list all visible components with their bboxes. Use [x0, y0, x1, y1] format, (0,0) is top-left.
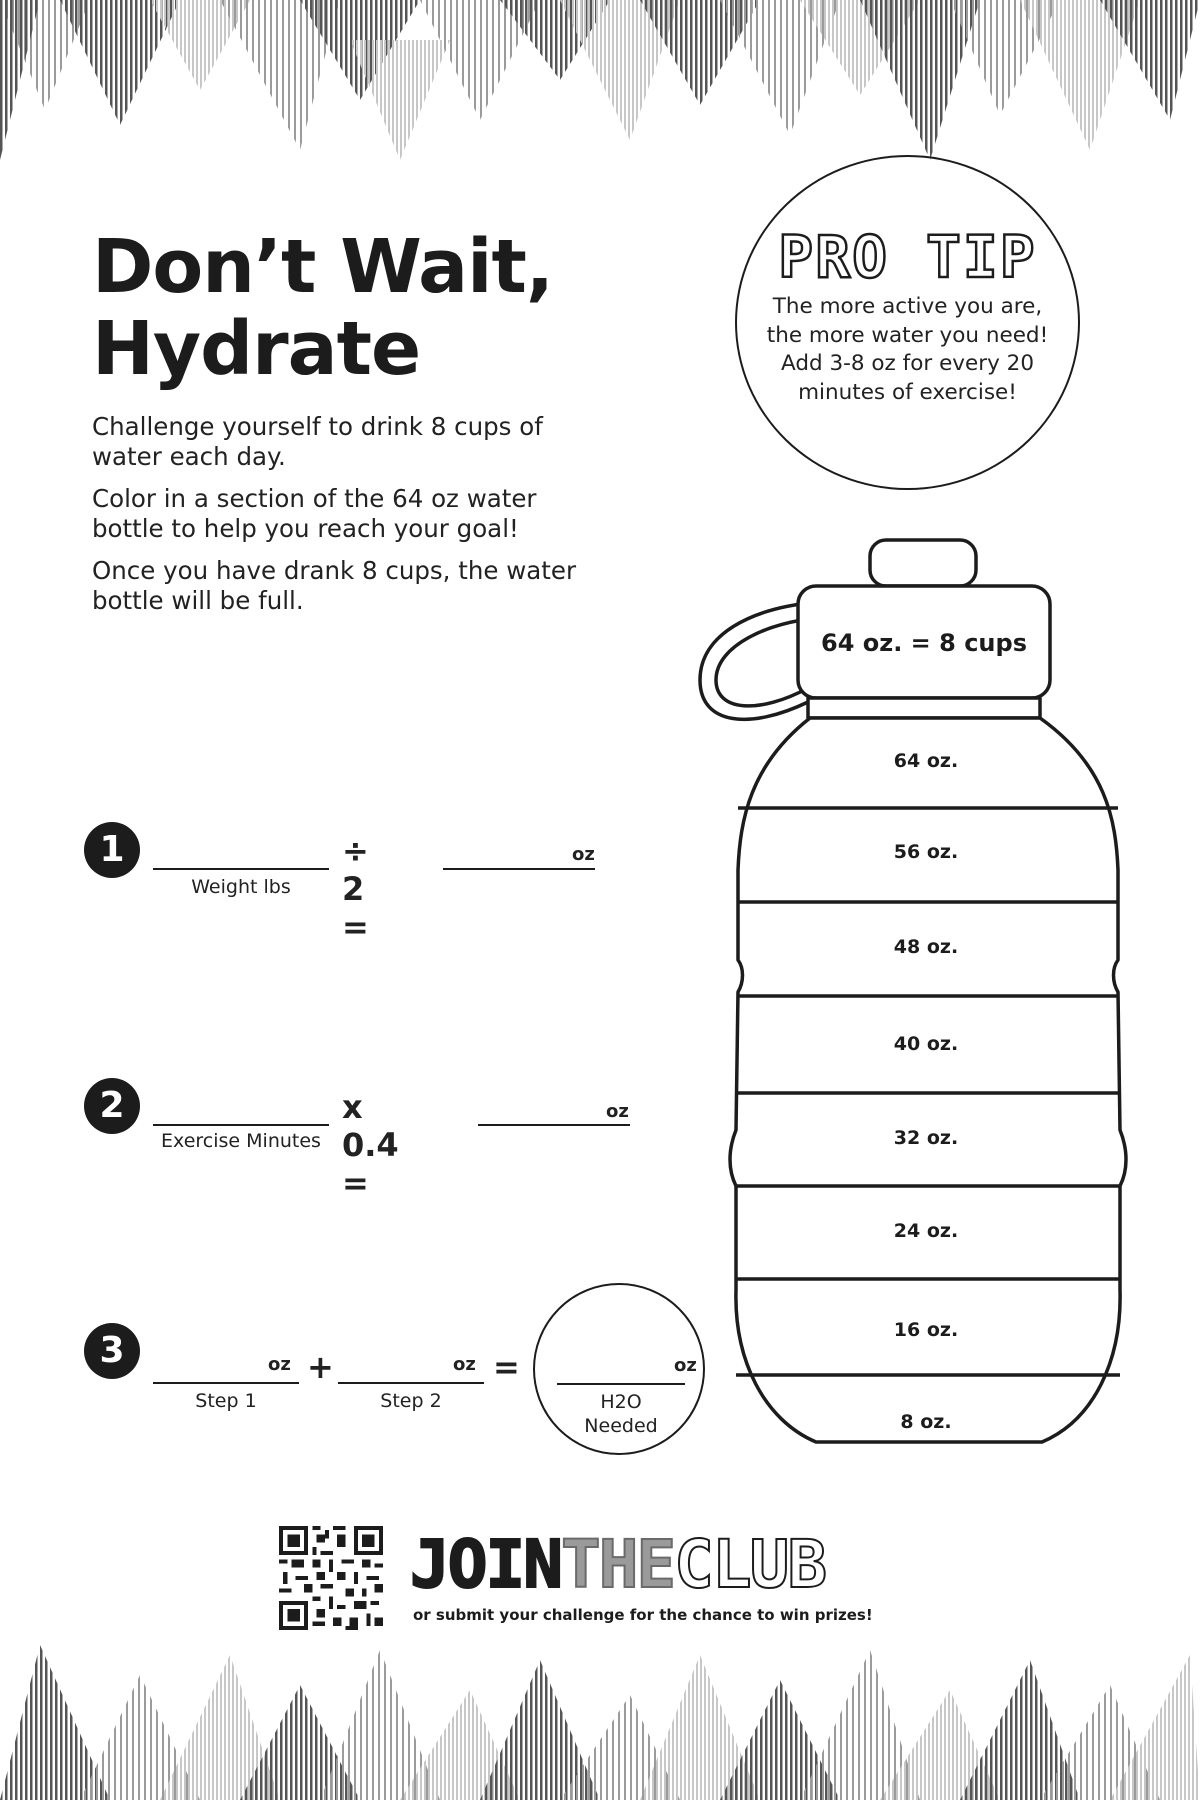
h2o-needed-input-line[interactable] [557, 1383, 685, 1385]
decorative-pattern-top [0, 0, 1200, 175]
step-1-badge: 1 [84, 822, 140, 878]
step-3-unit-a: oz [268, 1354, 291, 1375]
club-word-join: JOIN [410, 1526, 561, 1603]
bottle-cap-label: 64 oz. = 8 cups [821, 629, 1027, 657]
intro-paragraph-1: Challenge yourself to drink 8 cups of water each day. [92, 412, 543, 471]
multiply-operator: x 0.4 = [342, 1088, 399, 1202]
weight-input-line[interactable] [153, 868, 329, 870]
step-2-unit: oz [606, 1101, 629, 1122]
water-bottle-diagram [690, 530, 1170, 1480]
bottle-level-32: 32 oz. [893, 1127, 959, 1149]
intro-paragraph-3: Once you have drank 8 cups, the water bottle will be full. [92, 556, 577, 615]
step-2-result-line[interactable] [478, 1124, 630, 1126]
decorative-pattern-bottom [0, 1635, 1200, 1800]
club-subtitle: or submit your challenge for the chance to win prizes! [413, 1606, 873, 1624]
step-1-caption: Step 1 [195, 1390, 257, 1412]
bottle-level-8: 8 oz. [900, 1411, 952, 1433]
step-1-result-line[interactable] [443, 868, 595, 870]
qr-code-icon[interactable] [279, 1526, 383, 1630]
step-3-unit-c: oz [674, 1355, 697, 1376]
step-1-total-line[interactable] [153, 1382, 299, 1384]
step-2-badge: 2 [84, 1078, 140, 1134]
pro-tip-text: The more active you are, the more water you need! Add 3-8 oz for every 20 minutes of exercise! [766, 294, 1049, 405]
join-the-club-heading [410, 1526, 826, 1603]
club-word-the: THE [560, 1526, 675, 1603]
step-2-total-line[interactable] [338, 1382, 484, 1384]
intro-paragraph-2: Color in a section of the 64 oz water bottle to help you reach your goal! [92, 484, 537, 543]
exercise-minutes-input-line[interactable] [153, 1124, 329, 1126]
bottle-level-56: 56 oz. [893, 841, 959, 863]
bottle-level-16: 16 oz. [893, 1319, 959, 1341]
step-3-unit-b: oz [453, 1354, 476, 1375]
step-1-unit: oz [572, 844, 595, 865]
page-title-line-1: Don’t Wait, [92, 224, 553, 310]
bottle-level-64: 64 oz. [893, 750, 959, 772]
divide-operator: ÷ 2 = [342, 832, 369, 946]
exercise-minutes-caption: Exercise Minutes [161, 1130, 321, 1152]
page-title-line-2: Hydrate [92, 306, 421, 392]
bottle-level-48: 48 oz. [893, 936, 959, 958]
bottle-level-40: 40 oz. [893, 1033, 959, 1055]
pro-tip-circle [735, 155, 1080, 490]
h2o-caption: H2O [600, 1391, 642, 1413]
step-2-caption: Step 2 [380, 1390, 442, 1412]
club-word-club: CLUB [674, 1526, 826, 1603]
page-title [92, 226, 652, 390]
pro-tip-heading: PRO TIP [778, 223, 1037, 291]
bottle-collar [808, 698, 1040, 718]
equals-operator: = [493, 1348, 520, 1386]
plus-operator: + [307, 1348, 334, 1386]
bottle-cap-nub [870, 540, 976, 586]
weight-caption: Weight lbs [191, 876, 291, 898]
intro-text [92, 412, 612, 628]
bottle-level-24: 24 oz. [893, 1220, 959, 1242]
needed-caption: Needed [584, 1415, 658, 1437]
step-3-badge: 3 [84, 1323, 140, 1379]
